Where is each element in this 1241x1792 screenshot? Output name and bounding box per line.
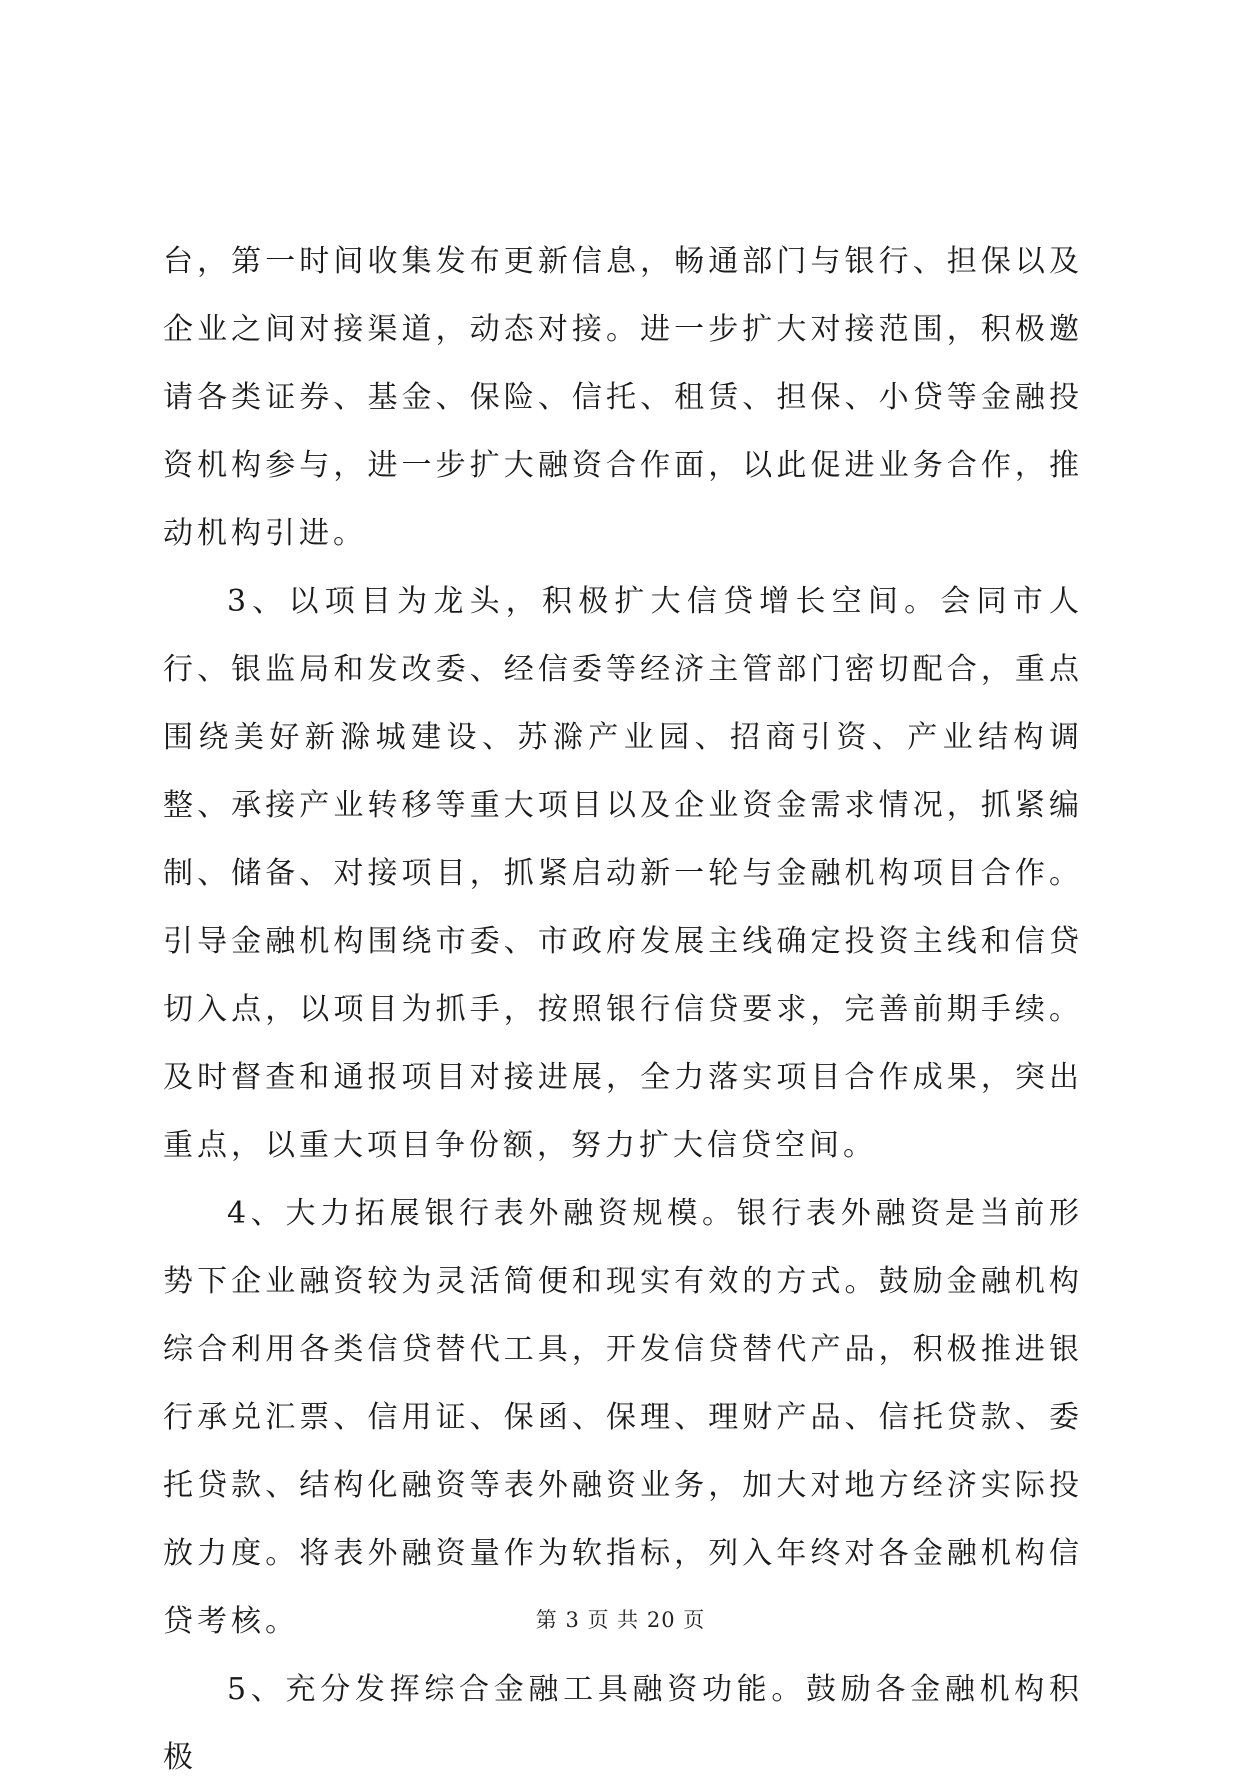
- paragraph-item-5: 5、充分发挥综合金融工具融资功能。鼓励各金融机构积极: [163, 1672, 1083, 1775]
- paragraph-item-4: 4、大力拓展银行表外融资规模。银行表外融资是当前形势下企业融资较为灵活简便和现实有效的方式。鼓励金融机构综合利用各类信贷替代工具，开发信贷替代产品，积极推进银行承兑汇票、信用证、保函、保理、理财产品、信托贷款、委托贷款、结构化融资等表外融资业务，加大对地方经济实际投放力度。将表外融资量作为软指标，列入年终对各金融机构信贷考核。: [163, 1196, 1083, 1639]
- page-number-footer: 第 3 页 共 20 页: [535, 1608, 706, 1632]
- document-body: [163, 228, 1083, 1792]
- paragraph-continuation: 台，第一时间收集发布更新信息，畅通部门与银行、担保以及企业之间对接渠道，动态对接。进一步扩大对接范围，积极邀请各类证券、基金、保险、信托、租赁、担保、小贷等金融投资机构参与，进一步扩大融资合作面，以此促进业务合作，推动机构引进。: [163, 244, 1083, 551]
- paragraph-item-3: 3、以项目为龙头，积极扩大信贷增长空间。会同市人行、银监局和发改委、经信委等经济主管部门密切配合，重点围绕美好新滁城建设、苏滁产业园、招商引资、产业结构调整、承接产业转移等重大项目以及企业资金需求情况，抓紧编制、储备、对接项目，抓紧启动新一轮与金融机构项目合作。引导金融机构围绕市委、市政府发展主线确定投资主线和信贷切入点，以项目为抓手，按照银行信贷要求，完善前期手续。及时督查和通报项目对接进展，全力落实项目合作成果，突出重点，以重大项目争份额，努力扩大信贷空间。: [163, 584, 1083, 1163]
